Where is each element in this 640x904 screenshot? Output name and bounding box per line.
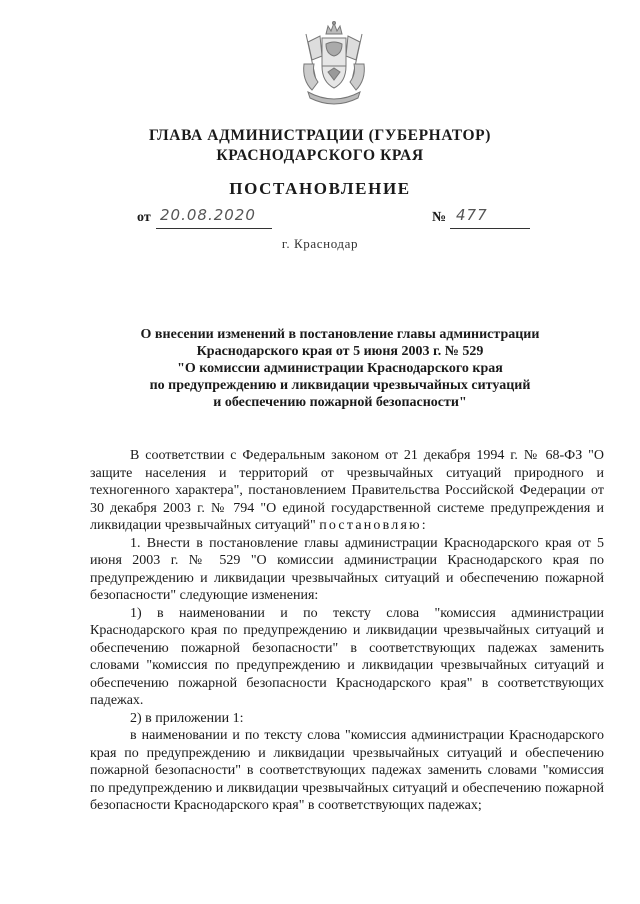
paragraph-subitem-2-text: в наименовании и по тексту слова "комиссия администрации Краснодарского края по предупреждению и ликвидации чрезвычайных ситуаций и обеспечению пожарной безопасности" в соответствующих падежах заменить словами "комиссия по предупреждению и ликвидации чрезвычайных ситуаций и обеспечению пожарной безопасности Краснодарского края" в соответствующих падежах; (90, 728, 604, 813)
authority-line-2: КРАСНОДАРСКОГО КРАЯ (216, 147, 424, 164)
paragraph-subitem-2: 2) в приложении 1: (130, 710, 244, 726)
title-line: "О комиссии администрации Краснодарского края (177, 361, 503, 376)
date-underline (156, 228, 272, 229)
coat-of-arms-icon (298, 20, 370, 110)
date-value: 20.08.2020 (160, 206, 256, 224)
city: г. Краснодар (281, 236, 359, 251)
title-line: по предупреждению и ликвидации чрезвычайных ситуаций (149, 378, 531, 393)
number-value: 477 (456, 206, 488, 224)
number-underline (450, 228, 530, 229)
date-label: от (137, 210, 151, 225)
decree-word: постановляю: (319, 518, 428, 533)
paragraph-preamble (90, 447, 604, 535)
number-label: № (432, 210, 447, 225)
preamble-text: В соответствии с Федеральным законом от 21 декабря 1994 г. № 68-ФЗ "О защите населения и территорий от чрезвычайных ситуаций природного и техногенного характера", постановлением Правительства Российской Федерации от 30 декабря 2003 г. № 794 "О единой государственной системе предупреждения и ликвидации чрезвычайных ситуаций" (90, 448, 604, 533)
title-line: О внесении изменений в постановление главы администрации (140, 327, 540, 342)
document-title (80, 326, 600, 411)
title-line: Краснодарского края от 5 июня 2003 г. № 529 (196, 344, 484, 359)
document-type: ПОСТАНОВЛЕНИЕ (229, 179, 411, 198)
document-body (90, 447, 604, 815)
authority-line-1: ГЛАВА АДМИНИСТРАЦИИ (ГУБЕРНАТОР) (149, 127, 491, 144)
paragraph-subitem-1: 1) в наименовании и по тексту слова "комиссия администрации Краснодарского края по предупреждению и ликвидации чрезвычайных ситуаций и обеспечению пожарной безопасности" в соответствующих падежах заменить словами "комиссия по предупреждению и ликвидации чрезвычайных ситуаций и обеспечению пожарной безопасности Краснодарского края" в соответствующих падежах. (90, 605, 604, 708)
paragraph-item-1: 1. Внести в постановление главы администрации Краснодарского края от 5 июня 2003 г. № 529 "О комиссии администрации Краснодарского края по предупреждению и ликвидации чрезвычайных ситуаций и обеспечению пожарной безопасности" следующие изменения: (90, 535, 604, 603)
title-line: и обеспечению пожарной безопасности" (213, 395, 467, 410)
